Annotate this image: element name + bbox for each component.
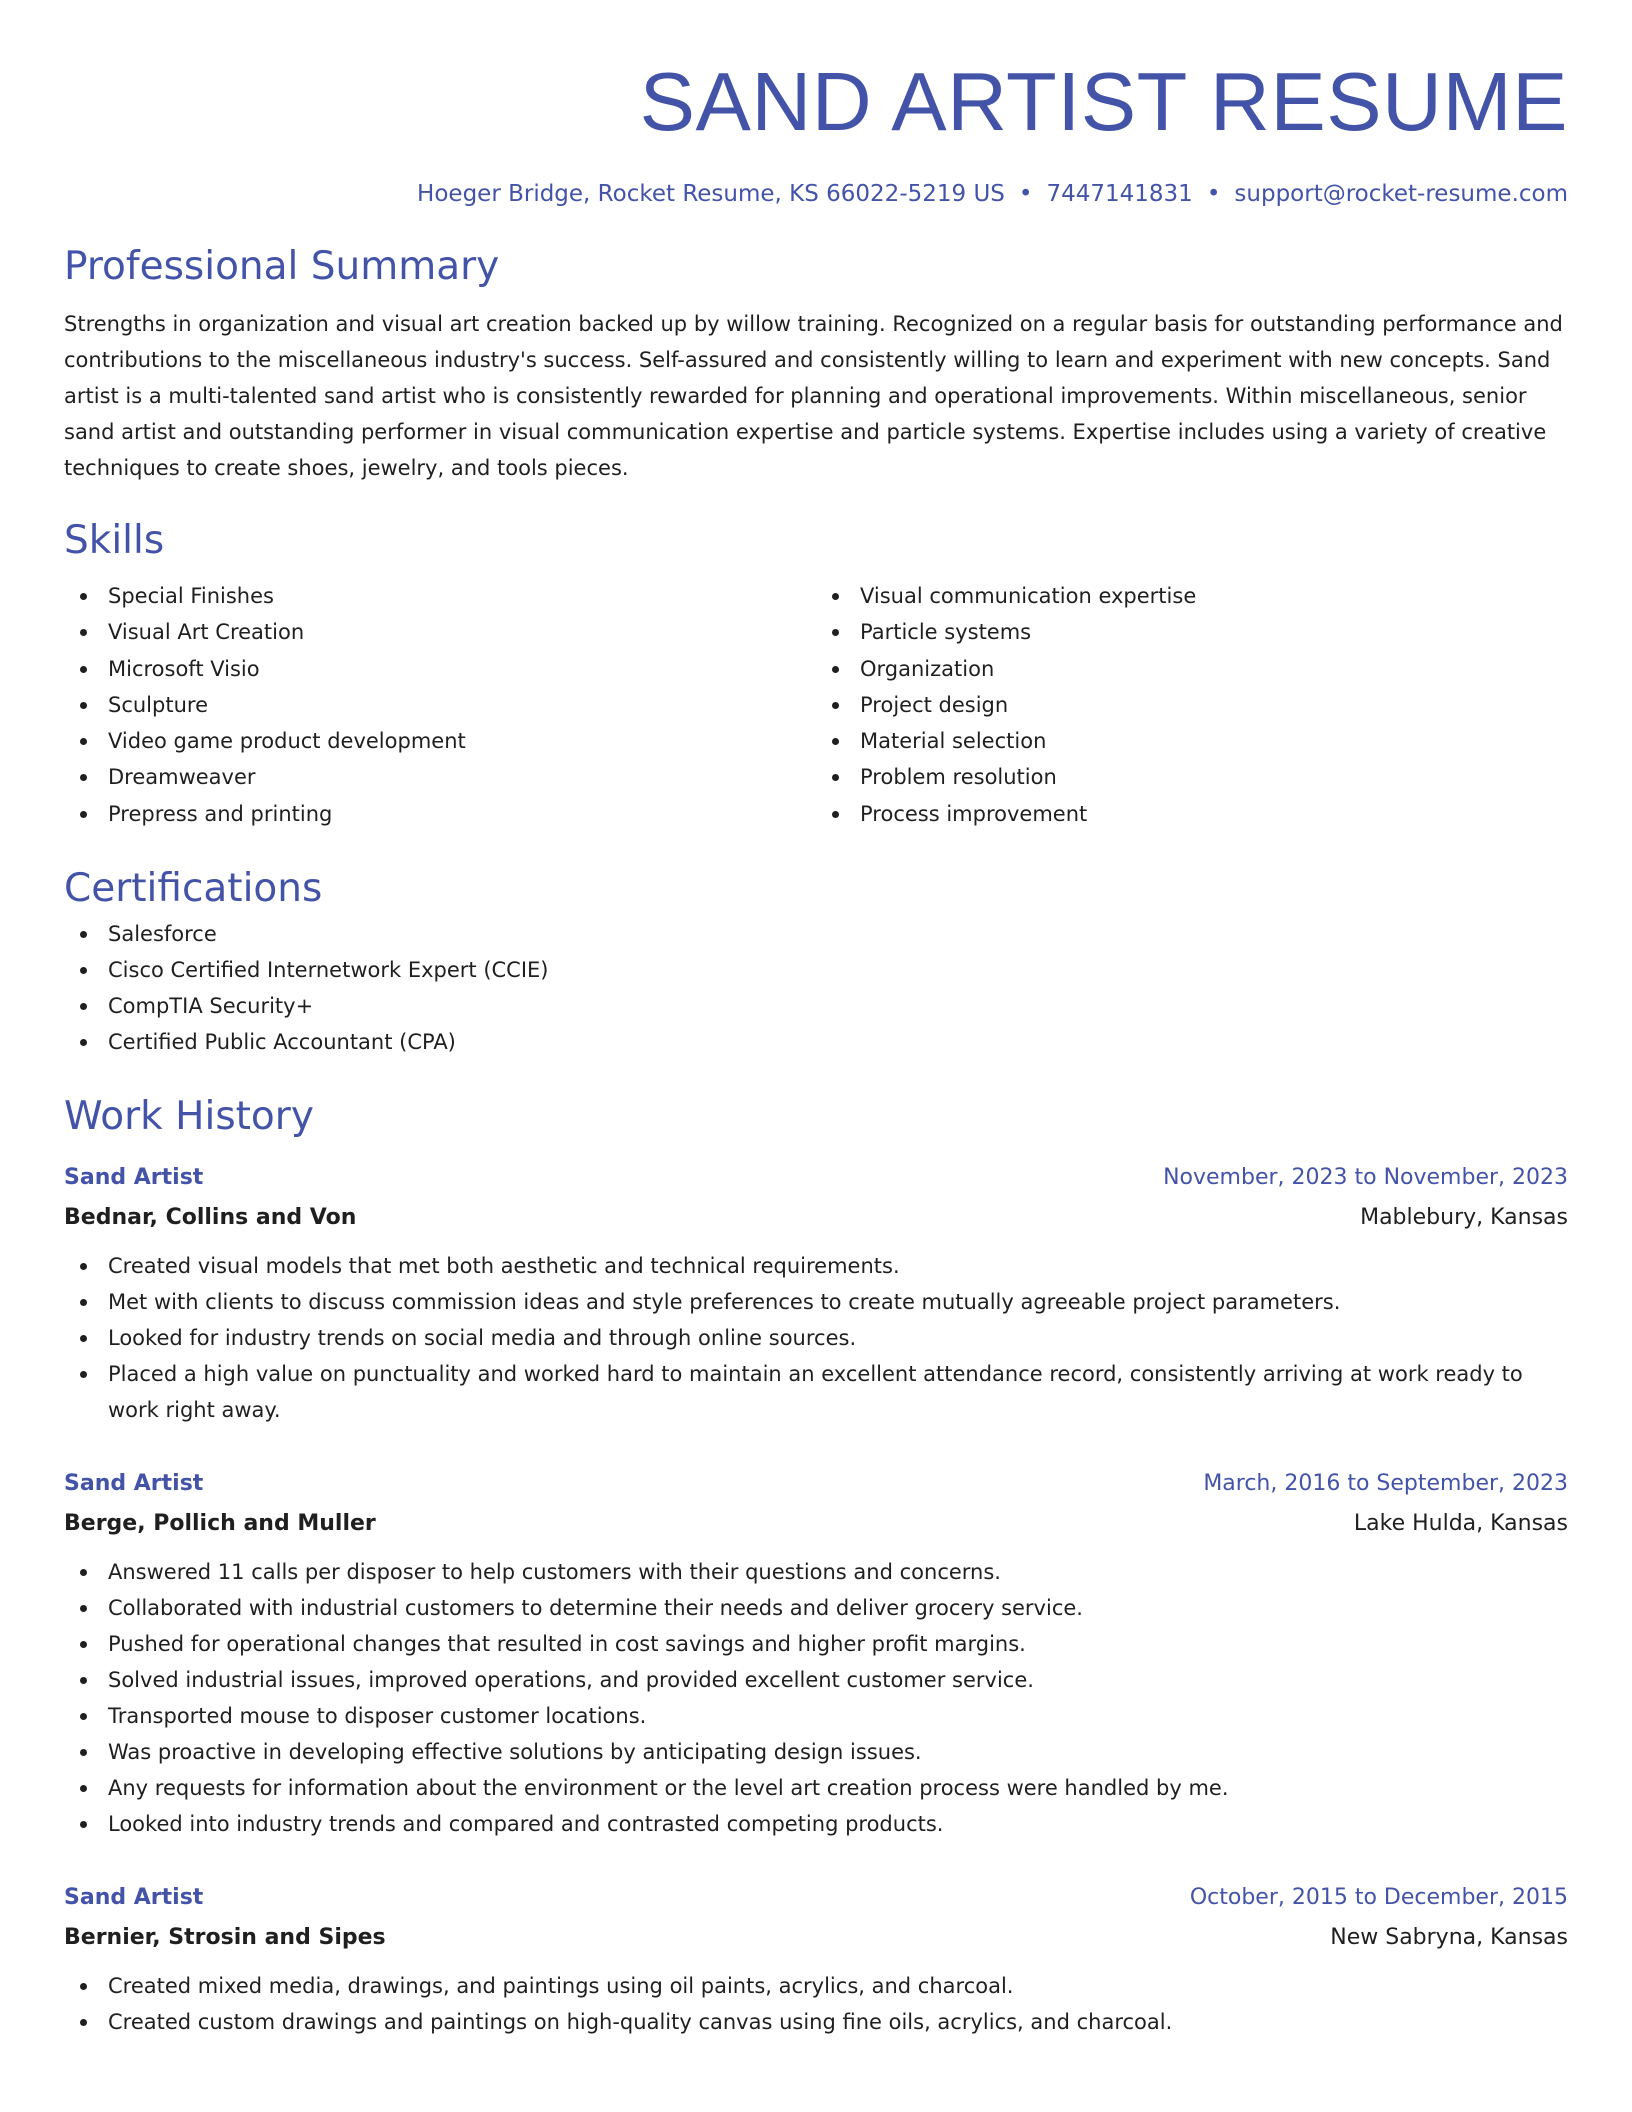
job-bullet: Created mixed media, drawings, and paintings using oil paints, acrylics, and charcoal.: [64, 1968, 1568, 2004]
skill-item: Sculpture: [64, 687, 816, 723]
job-bullet: Created custom drawings and paintings on high-quality canvas using fine oils, acrylics, and charcoal.: [64, 2004, 1568, 2040]
email-link[interactable]: support@rocket-resume.com: [1234, 181, 1568, 207]
skills-list-left: [64, 578, 816, 832]
skill-item: Project design: [816, 687, 1568, 723]
job-title: Sand Artist: [64, 1885, 204, 1911]
contact-line: [64, 178, 1568, 210]
skill-item: Visual Art Creation: [64, 614, 816, 650]
job-bullets: [64, 1248, 1568, 1428]
certifications-list: [64, 916, 1568, 1060]
job-location: Lake Hulda, Kansas: [1353, 1511, 1568, 1537]
summary-paragraph: Strengths in organization and visual art creation backed up by willow training. Recognized on a regular basis for outstanding performance and contributions to the miscellaneous industry's success. Self-assured and consistently willing to learn and experiment with new concepts. Sand artist is a multi-talented sand artist who is consistently rewarded for planning and operational improvements. Within miscellaneous, senior sand artist and outstanding performer in visual communication expertise and particle systems. Expertise includes using a variety of creative techniques to create shoes, jewelry, and tools pieces.: [64, 312, 1563, 480]
job-bullet: Pushed for operational changes that resulted in cost savings and higher profit margins.: [64, 1626, 1568, 1662]
job-bullets: [64, 1554, 1568, 1842]
job-dates: March, 2016 to September, 2023: [1203, 1471, 1568, 1497]
skills-grid: [64, 578, 1568, 832]
job-entry: [64, 1158, 1568, 1428]
skill-item: Video game product development: [64, 723, 816, 759]
job-title-row: [64, 1158, 1568, 1198]
job-title-row: [64, 1464, 1568, 1504]
work-history-section: [64, 1090, 1568, 2040]
separator-dot: •: [1018, 181, 1033, 207]
certifications-section: [64, 862, 1568, 1060]
skill-item: Dreamweaver: [64, 759, 816, 795]
job-company: Bernier, Strosin and Sipes: [64, 1925, 386, 1951]
job-location: Mablebury, Kansas: [1360, 1205, 1568, 1231]
skills-section: [64, 514, 1568, 832]
skill-item: Particle systems: [816, 614, 1568, 650]
skills-column-left: [64, 578, 816, 832]
professional-summary-section: [64, 240, 1568, 486]
section-title-skills: Skills: [64, 518, 165, 563]
job-company: Bednar, Collins and Von: [64, 1205, 357, 1231]
job-bullets: [64, 1968, 1568, 2040]
skills-column-right: [816, 578, 1568, 832]
certification-item: Certified Public Accountant (CPA): [64, 1024, 1568, 1060]
phone-text: 7447141831: [1046, 181, 1193, 207]
resume-header: [64, 52, 1568, 210]
job-title-row: [64, 1878, 1568, 1918]
section-title-certifications: Certifications: [64, 866, 323, 912]
job-company-row: [64, 1198, 1568, 1238]
job-bullet: Placed a high value on punctuality and worked hard to maintain an excellent attendance record, consistently arriving at work ready to work right away.: [64, 1356, 1568, 1428]
job-entry: [64, 1878, 1568, 2040]
job-bullet: Transported mouse to disposer customer locations.: [64, 1698, 1568, 1734]
job-location: New Sabryna, Kansas: [1330, 1925, 1568, 1951]
certification-item: Cisco Certified Internetwork Expert (CCIE): [64, 952, 1568, 988]
job-bullet: Looked into industry trends and compared and contrasted competing products.: [64, 1806, 1568, 1842]
job-company-row: [64, 1918, 1568, 1958]
job-bullet: Any requests for information about the environment or the level art creation process were handled by me.: [64, 1770, 1568, 1806]
skills-list-right: [816, 578, 1568, 832]
job-bullet: Solved industrial issues, improved operations, and provided excellent customer service.: [64, 1662, 1568, 1698]
job-bullet: Collaborated with industrial customers to determine their needs and deliver grocery service.: [64, 1590, 1568, 1626]
job-bullet: Met with clients to discuss commission ideas and style preferences to create mutually agreeable project parameters.: [64, 1284, 1568, 1320]
skill-item: Visual communication expertise: [816, 578, 1568, 614]
job-bullet: Looked for industry trends on social media and through online sources.: [64, 1320, 1568, 1356]
skill-item: Special Finishes: [64, 578, 816, 614]
separator-dot: •: [1206, 181, 1221, 207]
section-title-summary: Professional Summary: [64, 244, 500, 289]
job-bullet: Created visual models that met both aesthetic and technical requirements.: [64, 1248, 1568, 1284]
skill-item: Prepress and printing: [64, 796, 816, 832]
section-title-work-history: Work History: [64, 1094, 314, 1140]
skill-item: Process improvement: [816, 796, 1568, 832]
job-company-row: [64, 1504, 1568, 1544]
skill-item: Microsoft Visio: [64, 651, 816, 687]
resume-title: SAND ARTIST RESUME: [639, 55, 1568, 148]
job-bullet: Was proactive in developing effective solutions by anticipating design issues.: [64, 1734, 1568, 1770]
job-title: Sand Artist: [64, 1165, 204, 1191]
job-company: Berge, Pollich and Muller: [64, 1511, 376, 1537]
job-dates: October, 2015 to December, 2015: [1189, 1885, 1568, 1911]
address-text: Hoeger Bridge, Rocket Resume, KS 66022-5219 US: [417, 181, 1005, 207]
job-entry: [64, 1464, 1568, 1842]
certification-item: Salesforce: [64, 916, 1568, 952]
job-dates: November, 2023 to November, 2023: [1163, 1165, 1568, 1191]
certification-item: CompTIA Security+: [64, 988, 1568, 1024]
job-title: Sand Artist: [64, 1471, 204, 1497]
skill-item: Material selection: [816, 723, 1568, 759]
skill-item: Problem resolution: [816, 759, 1568, 795]
skill-item: Organization: [816, 651, 1568, 687]
job-bullet: Answered 11 calls per disposer to help customers with their questions and concerns.: [64, 1554, 1568, 1590]
